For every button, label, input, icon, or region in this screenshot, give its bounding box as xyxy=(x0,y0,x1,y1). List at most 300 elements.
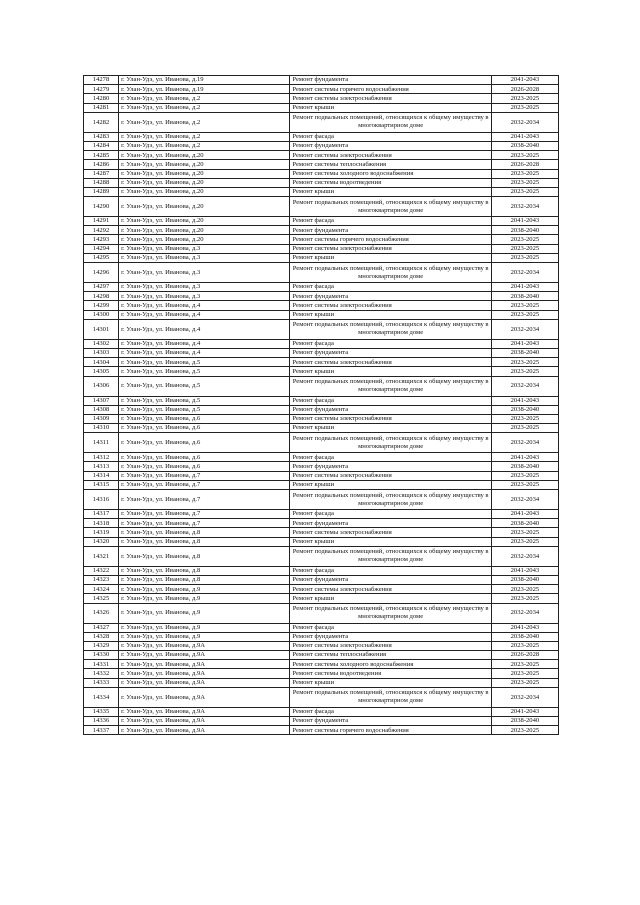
row-number-cell: 14279 xyxy=(84,85,119,94)
address-cell: г. Улан-Удэ, ул. Иванова, д.8 xyxy=(119,575,290,584)
row-number-cell: 14293 xyxy=(84,235,119,244)
table-row xyxy=(84,339,559,348)
row-number-cell: 14287 xyxy=(84,169,119,178)
period-cell: 2041-2043 xyxy=(491,76,558,85)
address-cell: г. Улан-Удэ, ул. Иванова, д.7 xyxy=(119,471,290,480)
row-number-cell: 14311 xyxy=(84,433,119,453)
period-cell: 2023-2025 xyxy=(491,253,558,262)
row-number-cell: 14318 xyxy=(84,519,119,528)
address-cell: г. Улан-Удэ, ул. Иванова, д.6 xyxy=(119,424,290,433)
address-cell: г. Улан-Удэ, ул. Иванова, д.8 xyxy=(119,546,290,566)
period-cell: 2023-2025 xyxy=(491,726,558,735)
period-cell: 2023-2025 xyxy=(491,537,558,546)
row-number-cell: 14335 xyxy=(84,707,119,716)
table-row xyxy=(84,76,559,85)
table-row xyxy=(84,141,559,150)
address-cell: г. Улан-Удэ, ул. Иванова, д.20 xyxy=(119,217,290,226)
table-row xyxy=(84,169,559,178)
table-row xyxy=(84,396,559,405)
period-cell: 2041-2043 xyxy=(491,339,558,348)
work-type-cell: Ремонт системы горячего водоснабжения xyxy=(290,85,491,94)
period-cell: 2023-2025 xyxy=(491,301,558,310)
period-cell: 2023-2025 xyxy=(491,669,558,678)
table-body xyxy=(84,76,559,735)
row-number-cell: 14308 xyxy=(84,405,119,414)
row-number-cell: 14309 xyxy=(84,414,119,423)
work-type-cell: Ремонт системы электроснабжения xyxy=(290,528,491,537)
work-type-cell: Ремонт крыши xyxy=(290,424,491,433)
table-row xyxy=(84,85,559,94)
period-cell: 2041-2043 xyxy=(491,217,558,226)
row-number-cell: 14334 xyxy=(84,687,119,707)
work-type-cell: Ремонт фундамента xyxy=(290,632,491,641)
table-row xyxy=(84,197,559,217)
table-row xyxy=(84,575,559,584)
work-type-cell: Ремонт фасада xyxy=(290,283,491,292)
table-row xyxy=(84,651,559,660)
table-row xyxy=(84,151,559,160)
work-type-cell: Ремонт фасада xyxy=(290,396,491,405)
table-row xyxy=(84,510,559,519)
period-cell: 2032-2034 xyxy=(491,603,558,623)
address-cell: г. Улан-Удэ, ул. Иванова, д.9 xyxy=(119,585,290,594)
table-row xyxy=(84,519,559,528)
work-type-cell: Ремонт крыши xyxy=(290,367,491,376)
table-row xyxy=(84,112,559,132)
address-cell: г. Улан-Удэ, ул. Иванова, д.4 xyxy=(119,339,290,348)
address-cell: г. Улан-Удэ, ул. Иванова, д.4 xyxy=(119,310,290,319)
work-type-cell: Ремонт фасада xyxy=(290,132,491,141)
period-cell: 2032-2034 xyxy=(491,433,558,453)
table-row xyxy=(84,367,559,376)
row-number-cell: 14298 xyxy=(84,292,119,301)
work-type-cell: Ремонт фундамента xyxy=(290,575,491,584)
table-row xyxy=(84,433,559,453)
address-cell: г. Улан-Удэ, ул. Иванова, д.9 xyxy=(119,603,290,623)
row-number-cell: 14336 xyxy=(84,717,119,726)
row-number-cell: 14321 xyxy=(84,546,119,566)
period-cell: 2032-2034 xyxy=(491,263,558,283)
table-row xyxy=(84,623,559,632)
row-number-cell: 14297 xyxy=(84,283,119,292)
work-type-cell: Ремонт крыши xyxy=(290,103,491,112)
table-row xyxy=(84,283,559,292)
address-cell: г. Улан-Удэ, ул. Иванова, д.20 xyxy=(119,226,290,235)
period-cell: 2032-2034 xyxy=(491,490,558,510)
address-cell: г. Улан-Удэ, ул. Иванова, д.20 xyxy=(119,160,290,169)
period-cell: 2023-2025 xyxy=(491,585,558,594)
row-number-cell: 14326 xyxy=(84,603,119,623)
period-cell: 2023-2025 xyxy=(491,367,558,376)
work-type-cell: Ремонт подвальных помещений, относящихся к общему имуществу в многоквартирном доме xyxy=(290,603,491,623)
period-cell: 2038-2040 xyxy=(491,405,558,414)
period-cell: 2026-2028 xyxy=(491,160,558,169)
row-number-cell: 14327 xyxy=(84,623,119,632)
address-cell: г. Улан-Удэ, ул. Иванова, д.8 xyxy=(119,528,290,537)
address-cell: г. Улан-Удэ, ул. Иванова, д.20 xyxy=(119,187,290,196)
row-number-cell: 14324 xyxy=(84,585,119,594)
address-cell: г. Улан-Удэ, ул. Иванова, д.7 xyxy=(119,510,290,519)
table-row xyxy=(84,301,559,310)
period-cell: 2023-2025 xyxy=(491,310,558,319)
row-number-cell: 14284 xyxy=(84,141,119,150)
work-type-cell: Ремонт крыши xyxy=(290,310,491,319)
row-number-cell: 14310 xyxy=(84,424,119,433)
table-row xyxy=(84,376,559,396)
work-type-cell: Ремонт крыши xyxy=(290,253,491,262)
work-type-cell: Ремонт системы водоотведения xyxy=(290,178,491,187)
work-type-cell: Ремонт системы горячего водоснабжения xyxy=(290,235,491,244)
period-cell: 2023-2025 xyxy=(491,414,558,423)
period-cell: 2026-2028 xyxy=(491,85,558,94)
address-cell: г. Улан-Удэ, ул. Иванова, д.9А xyxy=(119,669,290,678)
table-row xyxy=(84,490,559,510)
address-cell: г. Улан-Удэ, ул. Иванова, д.9А xyxy=(119,651,290,660)
address-cell: г. Улан-Удэ, ул. Иванова, д.4 xyxy=(119,348,290,357)
row-number-cell: 14325 xyxy=(84,594,119,603)
address-cell: г. Улан-Удэ, ул. Иванова, д.5 xyxy=(119,376,290,396)
work-type-cell: Ремонт подвальных помещений, относящихся к общему имуществу в многоквартирном доме xyxy=(290,319,491,339)
row-number-cell: 14283 xyxy=(84,132,119,141)
address-cell: г. Улан-Удэ, ул. Иванова, д.20 xyxy=(119,235,290,244)
row-number-cell: 14330 xyxy=(84,651,119,660)
period-cell: 2023-2025 xyxy=(491,528,558,537)
work-type-cell: Ремонт подвальных помещений, относящихся к общему имуществу в многоквартирном доме xyxy=(290,112,491,132)
address-cell: г. Улан-Удэ, ул. Иванова, д.7 xyxy=(119,490,290,510)
address-cell: г. Улан-Удэ, ул. Иванова, д.3 xyxy=(119,292,290,301)
table-row xyxy=(84,160,559,169)
row-number-cell: 14304 xyxy=(84,358,119,367)
address-cell: г. Улан-Удэ, ул. Иванова, д.7 xyxy=(119,519,290,528)
work-type-cell: Ремонт подвальных помещений, относящихся к общему имуществу в многоквартирном доме xyxy=(290,197,491,217)
table-row xyxy=(84,717,559,726)
repair-schedule-table xyxy=(83,75,559,735)
row-number-cell: 14328 xyxy=(84,632,119,641)
row-number-cell: 14289 xyxy=(84,187,119,196)
work-type-cell: Ремонт фундамента xyxy=(290,462,491,471)
work-type-cell: Ремонт крыши xyxy=(290,187,491,196)
row-number-cell: 14302 xyxy=(84,339,119,348)
row-number-cell: 14320 xyxy=(84,537,119,546)
row-number-cell: 14307 xyxy=(84,396,119,405)
address-cell: г. Улан-Удэ, ул. Иванова, д.2 xyxy=(119,112,290,132)
table-row xyxy=(84,94,559,103)
table-row xyxy=(84,132,559,141)
table-row xyxy=(84,471,559,480)
row-number-cell: 14285 xyxy=(84,151,119,160)
work-type-cell: Ремонт фундамента xyxy=(290,292,491,301)
row-number-cell: 14319 xyxy=(84,528,119,537)
table-row xyxy=(84,424,559,433)
table-row xyxy=(84,687,559,707)
table-row xyxy=(84,566,559,575)
work-type-cell: Ремонт системы электроснабжения xyxy=(290,301,491,310)
work-type-cell: Ремонт фасада xyxy=(290,707,491,716)
row-number-cell: 14323 xyxy=(84,575,119,584)
work-type-cell: Ремонт подвальных помещений, относящихся к общему имуществу в многоквартирном доме xyxy=(290,376,491,396)
period-cell: 2023-2025 xyxy=(491,94,558,103)
work-type-cell: Ремонт подвальных помещений, относящихся к общему имуществу в многоквартирном доме xyxy=(290,263,491,283)
work-type-cell: Ремонт фундамента xyxy=(290,348,491,357)
work-type-cell: Ремонт подвальных помещений, относящихся к общему имуществу в многоквартирном доме xyxy=(290,433,491,453)
table-row xyxy=(84,707,559,716)
table-row xyxy=(84,462,559,471)
work-type-cell: Ремонт фасада xyxy=(290,510,491,519)
row-number-cell: 14280 xyxy=(84,94,119,103)
row-number-cell: 14286 xyxy=(84,160,119,169)
address-cell: г. Улан-Удэ, ул. Иванова, д.4 xyxy=(119,301,290,310)
table-row xyxy=(84,263,559,283)
row-number-cell: 14296 xyxy=(84,263,119,283)
work-type-cell: Ремонт подвальных помещений, относящихся к общему имуществу в многоквартирном доме xyxy=(290,546,491,566)
table-row xyxy=(84,358,559,367)
work-type-cell: Ремонт фасада xyxy=(290,623,491,632)
work-type-cell: Ремонт крыши xyxy=(290,678,491,687)
table-row xyxy=(84,292,559,301)
period-cell: 2023-2025 xyxy=(491,641,558,650)
address-cell: г. Улан-Удэ, ул. Иванова, д.3 xyxy=(119,244,290,253)
period-cell: 2038-2040 xyxy=(491,717,558,726)
address-cell: г. Улан-Удэ, ул. Иванова, д.20 xyxy=(119,169,290,178)
table-row xyxy=(84,669,559,678)
table-row xyxy=(84,319,559,339)
period-cell: 2023-2025 xyxy=(491,424,558,433)
work-type-cell: Ремонт фундамента xyxy=(290,76,491,85)
address-cell: г. Улан-Удэ, ул. Иванова, д.4 xyxy=(119,319,290,339)
row-number-cell: 14301 xyxy=(84,319,119,339)
address-cell: г. Улан-Удэ, ул. Иванова, д.2 xyxy=(119,103,290,112)
row-number-cell: 14295 xyxy=(84,253,119,262)
period-cell: 2023-2025 xyxy=(491,178,558,187)
address-cell: г. Улан-Удэ, ул. Иванова, д.9А xyxy=(119,678,290,687)
row-number-cell: 14315 xyxy=(84,480,119,489)
period-cell: 2032-2034 xyxy=(491,546,558,566)
table-row xyxy=(84,528,559,537)
table-row xyxy=(84,726,559,735)
row-number-cell: 14288 xyxy=(84,178,119,187)
row-number-cell: 14329 xyxy=(84,641,119,650)
address-cell: г. Улан-Удэ, ул. Иванова, д.19 xyxy=(119,85,290,94)
address-cell: г. Улан-Удэ, ул. Иванова, д.5 xyxy=(119,358,290,367)
work-type-cell: Ремонт фундамента xyxy=(290,226,491,235)
address-cell: г. Улан-Удэ, ул. Иванова, д.9А xyxy=(119,660,290,669)
address-cell: г. Улан-Удэ, ул. Иванова, д.5 xyxy=(119,396,290,405)
address-cell: г. Улан-Удэ, ул. Иванова, д.3 xyxy=(119,283,290,292)
row-number-cell: 14316 xyxy=(84,490,119,510)
work-type-cell: Ремонт системы электроснабжения xyxy=(290,244,491,253)
row-number-cell: 14312 xyxy=(84,453,119,462)
work-type-cell: Ремонт крыши xyxy=(290,594,491,603)
row-number-cell: 14337 xyxy=(84,726,119,735)
work-type-cell: Ремонт системы электроснабжения xyxy=(290,641,491,650)
row-number-cell: 14332 xyxy=(84,669,119,678)
period-cell: 2038-2040 xyxy=(491,292,558,301)
address-cell: г. Улан-Удэ, ул. Иванова, д.19 xyxy=(119,76,290,85)
table-row xyxy=(84,178,559,187)
period-cell: 2023-2025 xyxy=(491,169,558,178)
address-cell: г. Улан-Удэ, ул. Иванова, д.9 xyxy=(119,594,290,603)
work-type-cell: Ремонт крыши xyxy=(290,537,491,546)
work-type-cell: Ремонт системы электроснабжения xyxy=(290,414,491,423)
period-cell: 2023-2025 xyxy=(491,480,558,489)
address-cell: г. Улан-Удэ, ул. Иванова, д.9А xyxy=(119,707,290,716)
row-number-cell: 14317 xyxy=(84,510,119,519)
period-cell: 2041-2043 xyxy=(491,132,558,141)
period-cell: 2038-2040 xyxy=(491,226,558,235)
address-cell: г. Улан-Удэ, ул. Иванова, д.9А xyxy=(119,726,290,735)
address-cell: г. Улан-Удэ, ул. Иванова, д.9А xyxy=(119,641,290,650)
row-number-cell: 14290 xyxy=(84,197,119,217)
period-cell: 2023-2025 xyxy=(491,594,558,603)
period-cell: 2023-2025 xyxy=(491,660,558,669)
period-cell: 2038-2040 xyxy=(491,575,558,584)
table-row xyxy=(84,235,559,244)
work-type-cell: Ремонт системы водоотведения xyxy=(290,669,491,678)
work-type-cell: Ремонт системы электроснабжения xyxy=(290,358,491,367)
row-number-cell: 14331 xyxy=(84,660,119,669)
work-type-cell: Ремонт фасада xyxy=(290,339,491,348)
address-cell: г. Улан-Удэ, ул. Иванова, д.7 xyxy=(119,480,290,489)
work-type-cell: Ремонт системы теплоснабжения xyxy=(290,651,491,660)
table-row xyxy=(84,103,559,112)
work-type-cell: Ремонт фундамента xyxy=(290,519,491,528)
address-cell: г. Улан-Удэ, ул. Иванова, д.8 xyxy=(119,566,290,575)
table-row xyxy=(84,660,559,669)
period-cell: 2041-2043 xyxy=(491,396,558,405)
table-row xyxy=(84,585,559,594)
row-number-cell: 14299 xyxy=(84,301,119,310)
period-cell: 2032-2034 xyxy=(491,197,558,217)
period-cell: 2032-2034 xyxy=(491,319,558,339)
period-cell: 2032-2034 xyxy=(491,687,558,707)
table-row xyxy=(84,603,559,623)
row-number-cell: 14282 xyxy=(84,112,119,132)
row-number-cell: 14281 xyxy=(84,103,119,112)
period-cell: 2038-2040 xyxy=(491,348,558,357)
period-cell: 2023-2025 xyxy=(491,358,558,367)
period-cell: 2038-2040 xyxy=(491,462,558,471)
address-cell: г. Улан-Удэ, ул. Иванова, д.3 xyxy=(119,263,290,283)
table-row xyxy=(84,217,559,226)
address-cell: г. Улан-Удэ, ул. Иванова, д.6 xyxy=(119,433,290,453)
row-number-cell: 14278 xyxy=(84,76,119,85)
period-cell: 2038-2040 xyxy=(491,519,558,528)
table-row xyxy=(84,546,559,566)
table-row xyxy=(84,244,559,253)
address-cell: г. Улан-Удэ, ул. Иванова, д.5 xyxy=(119,367,290,376)
table-row xyxy=(84,537,559,546)
period-cell: 2038-2040 xyxy=(491,141,558,150)
row-number-cell: 14306 xyxy=(84,376,119,396)
period-cell: 2041-2043 xyxy=(491,510,558,519)
period-cell: 2023-2025 xyxy=(491,103,558,112)
work-type-cell: Ремонт системы горячего водоснабжения xyxy=(290,726,491,735)
period-cell: 2023-2025 xyxy=(491,678,558,687)
address-cell: г. Улан-Удэ, ул. Иванова, д.2 xyxy=(119,132,290,141)
period-cell: 2023-2025 xyxy=(491,471,558,480)
table-row xyxy=(84,453,559,462)
period-cell: 2041-2043 xyxy=(491,283,558,292)
work-type-cell: Ремонт крыши xyxy=(290,480,491,489)
work-type-cell: Ремонт системы теплоснабжения xyxy=(290,160,491,169)
address-cell: г. Улан-Удэ, ул. Иванова, д.6 xyxy=(119,414,290,423)
period-cell: 2041-2043 xyxy=(491,623,558,632)
table-row xyxy=(84,414,559,423)
period-cell: 2023-2025 xyxy=(491,151,558,160)
table-row xyxy=(84,226,559,235)
address-cell: г. Улан-Удэ, ул. Иванова, д.20 xyxy=(119,151,290,160)
period-cell: 2032-2034 xyxy=(491,376,558,396)
work-type-cell: Ремонт подвальных помещений, относящихся к общему имуществу в многоквартирном доме xyxy=(290,490,491,510)
period-cell: 2038-2040 xyxy=(491,632,558,641)
period-cell: 2026-2028 xyxy=(491,651,558,660)
table-row xyxy=(84,405,559,414)
address-cell: г. Улан-Удэ, ул. Иванова, д.9 xyxy=(119,623,290,632)
row-number-cell: 14322 xyxy=(84,566,119,575)
row-number-cell: 14333 xyxy=(84,678,119,687)
work-type-cell: Ремонт фундамента xyxy=(290,405,491,414)
table-row xyxy=(84,480,559,489)
table-row xyxy=(84,187,559,196)
table-row xyxy=(84,253,559,262)
work-type-cell: Ремонт системы холодного водоснабжения xyxy=(290,660,491,669)
address-cell: г. Улан-Удэ, ул. Иванова, д.6 xyxy=(119,462,290,471)
work-type-cell: Ремонт системы холодного водоснабжения xyxy=(290,169,491,178)
address-cell: г. Улан-Удэ, ул. Иванова, д.2 xyxy=(119,94,290,103)
work-type-cell: Ремонт системы электроснабжения xyxy=(290,151,491,160)
period-cell: 2032-2034 xyxy=(491,112,558,132)
row-number-cell: 14292 xyxy=(84,226,119,235)
work-type-cell: Ремонт фасада xyxy=(290,566,491,575)
address-cell: г. Улан-Удэ, ул. Иванова, д.3 xyxy=(119,253,290,262)
table-row xyxy=(84,594,559,603)
table-row xyxy=(84,310,559,319)
table-row xyxy=(84,641,559,650)
work-type-cell: Ремонт фундамента xyxy=(290,141,491,150)
period-cell: 2041-2043 xyxy=(491,566,558,575)
row-number-cell: 14313 xyxy=(84,462,119,471)
address-cell: г. Улан-Удэ, ул. Иванова, д.8 xyxy=(119,537,290,546)
row-number-cell: 14300 xyxy=(84,310,119,319)
row-number-cell: 14305 xyxy=(84,367,119,376)
row-number-cell: 14291 xyxy=(84,217,119,226)
row-number-cell: 14314 xyxy=(84,471,119,480)
address-cell: г. Улан-Удэ, ул. Иванова, д.20 xyxy=(119,178,290,187)
work-type-cell: Ремонт подвальных помещений, относящихся к общему имуществу в многоквартирном доме xyxy=(290,687,491,707)
address-cell: г. Улан-Удэ, ул. Иванова, д.6 xyxy=(119,453,290,462)
period-cell: 2023-2025 xyxy=(491,187,558,196)
period-cell: 2041-2043 xyxy=(491,453,558,462)
row-number-cell: 14303 xyxy=(84,348,119,357)
work-type-cell: Ремонт системы электроснабжения xyxy=(290,585,491,594)
address-cell: г. Улан-Удэ, ул. Иванова, д.9А xyxy=(119,687,290,707)
address-cell: г. Улан-Удэ, ул. Иванова, д.5 xyxy=(119,405,290,414)
work-type-cell: Ремонт системы электроснабжения xyxy=(290,471,491,480)
address-cell: г. Улан-Удэ, ул. Иванова, д.9 xyxy=(119,632,290,641)
address-cell: г. Улан-Удэ, ул. Иванова, д.9А xyxy=(119,717,290,726)
work-type-cell: Ремонт фасада xyxy=(290,453,491,462)
work-type-cell: Ремонт фасада xyxy=(290,217,491,226)
period-cell: 2041-2043 xyxy=(491,707,558,716)
row-number-cell: 14294 xyxy=(84,244,119,253)
table-row xyxy=(84,348,559,357)
table-row xyxy=(84,678,559,687)
work-type-cell: Ремонт системы электроснабжения xyxy=(290,94,491,103)
address-cell: г. Улан-Удэ, ул. Иванова, д.20 xyxy=(119,197,290,217)
address-cell: г. Улан-Удэ, ул. Иванова, д.2 xyxy=(119,141,290,150)
table-row xyxy=(84,632,559,641)
work-type-cell: Ремонт фундамента xyxy=(290,717,491,726)
